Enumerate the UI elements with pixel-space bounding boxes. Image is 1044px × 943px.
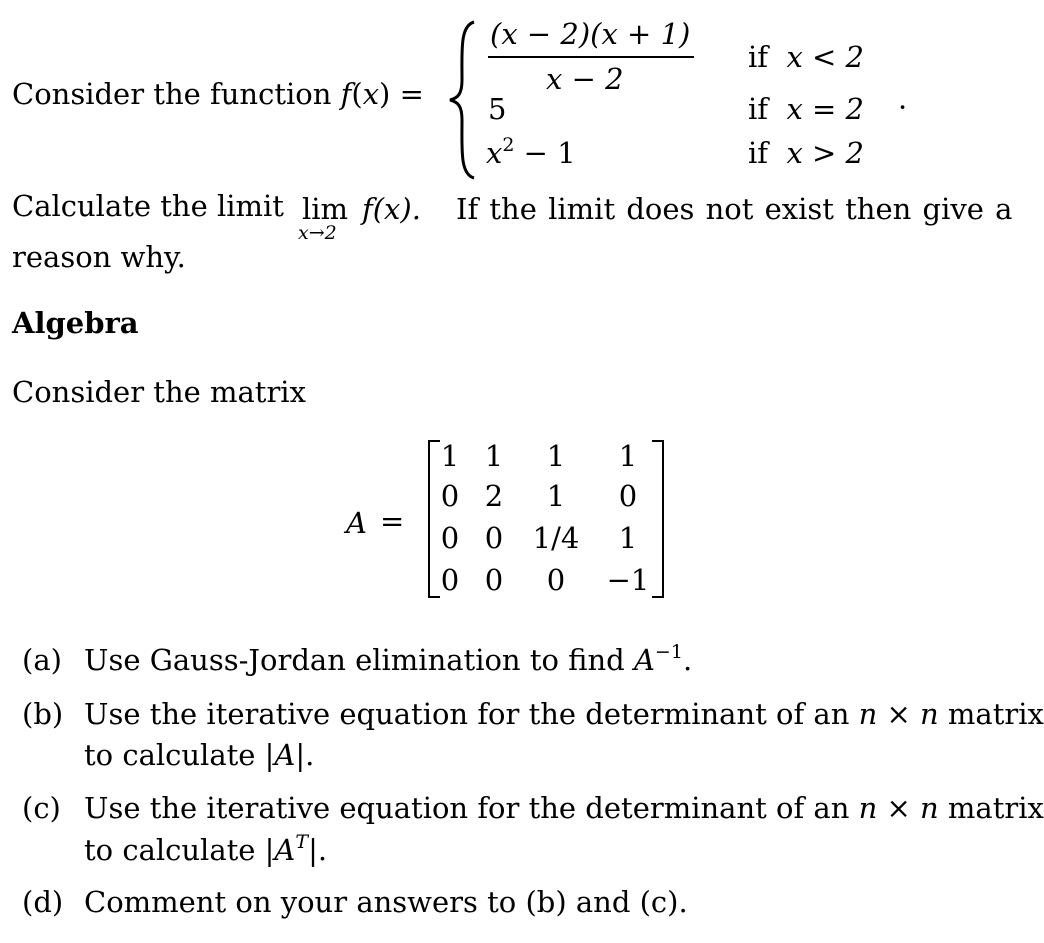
matrix-cell: 1 [484, 439, 504, 473]
case3-condition [748, 136, 864, 170]
question-a [22, 643, 62, 677]
question-a-body: Use Gauss-Jordan elimination to find [84, 643, 634, 677]
case1-fraction-bar [488, 56, 694, 58]
matrix-cell: 0 [440, 563, 460, 597]
question-d-label: (d) [22, 885, 64, 919]
question-c-text1: Use the iterative equation for the determinant of an [84, 791, 859, 825]
question-b-math: |A| [264, 738, 306, 772]
function-var: x [362, 77, 380, 111]
matrix-cell: 1 [440, 439, 460, 473]
section-heading-algebra: Algebra [12, 306, 139, 340]
matrix-cell: 0 [546, 563, 566, 597]
question-c-math: |A [264, 833, 296, 867]
question-b [22, 697, 64, 731]
case1-cond-text: x < 2 [786, 40, 864, 74]
piecewise-brace [448, 20, 478, 180]
matrix-letter: A [346, 506, 367, 540]
question-b-line1 [84, 697, 1044, 731]
question-b-line2 [84, 738, 315, 772]
matrix-cell: 0 [440, 521, 460, 555]
case1-if: if [748, 40, 769, 74]
lim-function: f(x). [362, 192, 421, 226]
calc-text-1: Calculate the limit [12, 189, 284, 223]
question-b-text1-end: matrix [938, 697, 1044, 731]
question-b-nxn: n × n [858, 697, 939, 731]
question-c-tail: | [308, 833, 318, 867]
question-c-nxn: n × n [858, 791, 939, 825]
intro-text: Consider the function [12, 77, 332, 111]
matrix-cells [438, 439, 652, 597]
case3-rest: − 1 [514, 136, 576, 170]
lim-subscript: x→2 [298, 222, 337, 244]
question-d [22, 885, 64, 919]
case3-exp: 2 [502, 134, 515, 156]
question-b-label: (b) [22, 697, 64, 731]
case1-condition [748, 40, 864, 74]
question-c-line1 [84, 791, 1044, 825]
calc-line [12, 189, 284, 223]
question-a-sup: −1 [654, 641, 683, 663]
case2-if: if [748, 92, 769, 126]
question-c-text1-end: matrix [938, 791, 1044, 825]
matrix-cell: 0 [618, 479, 638, 513]
matrix-cell: 1/4 [532, 521, 580, 555]
matrix-name [346, 506, 367, 540]
question-c-label: (c) [22, 791, 61, 825]
case2-value: 5 [488, 92, 507, 126]
question-c-sup: T [295, 831, 309, 853]
case3-cond-text: x > 2 [786, 136, 864, 170]
question-b-text2: to calculate [84, 738, 265, 772]
matrix-cell: 0 [484, 563, 504, 597]
question-a-math: A [633, 643, 655, 677]
case2-cond-text: x = 2 [786, 92, 864, 126]
lim-operator: lim [302, 192, 349, 226]
matrix-intro: Consider the matrix [12, 375, 306, 409]
case2-condition [748, 92, 864, 126]
case1-numerator: (x − 2)(x + 1) [490, 17, 691, 51]
case3-if: if [748, 136, 769, 170]
calc-text-3: reason why. [12, 240, 186, 274]
matrix-cell: 1 [618, 439, 638, 473]
matrix-equals: = [380, 504, 405, 538]
limit-intro: Consider the function f(x) = [12, 77, 424, 111]
case3-base: x [486, 136, 503, 170]
matrix-cell: 0 [484, 521, 504, 555]
question-c [22, 791, 61, 825]
matrix-cell: 1 [546, 479, 566, 513]
calc-text-2: If the limit does not exist then give a [456, 192, 1013, 226]
matrix-cell: 1 [618, 521, 638, 555]
matrix-cell: 2 [484, 479, 504, 513]
question-c-end: . [317, 833, 328, 867]
question-a-text [84, 641, 693, 677]
case3-expression [486, 136, 576, 170]
question-b-text1: Use the iterative equation for the determinant of an [84, 697, 859, 731]
question-c-text2: to calculate [84, 833, 265, 867]
question-d-text: Comment on your answers to (b) and (c). [84, 885, 688, 919]
question-a-end: . [682, 643, 693, 677]
question-a-label: (a) [22, 643, 62, 677]
question-c-line2 [84, 831, 328, 867]
function-name: f [340, 77, 352, 111]
matrix-cell: 1 [546, 439, 566, 473]
case1-denominator: x − 2 [546, 62, 624, 96]
period-dot: · [898, 90, 908, 124]
question-b-end: . [305, 738, 315, 772]
matrix-cell: −1 [606, 563, 650, 597]
matrix-cell: 0 [440, 479, 460, 513]
